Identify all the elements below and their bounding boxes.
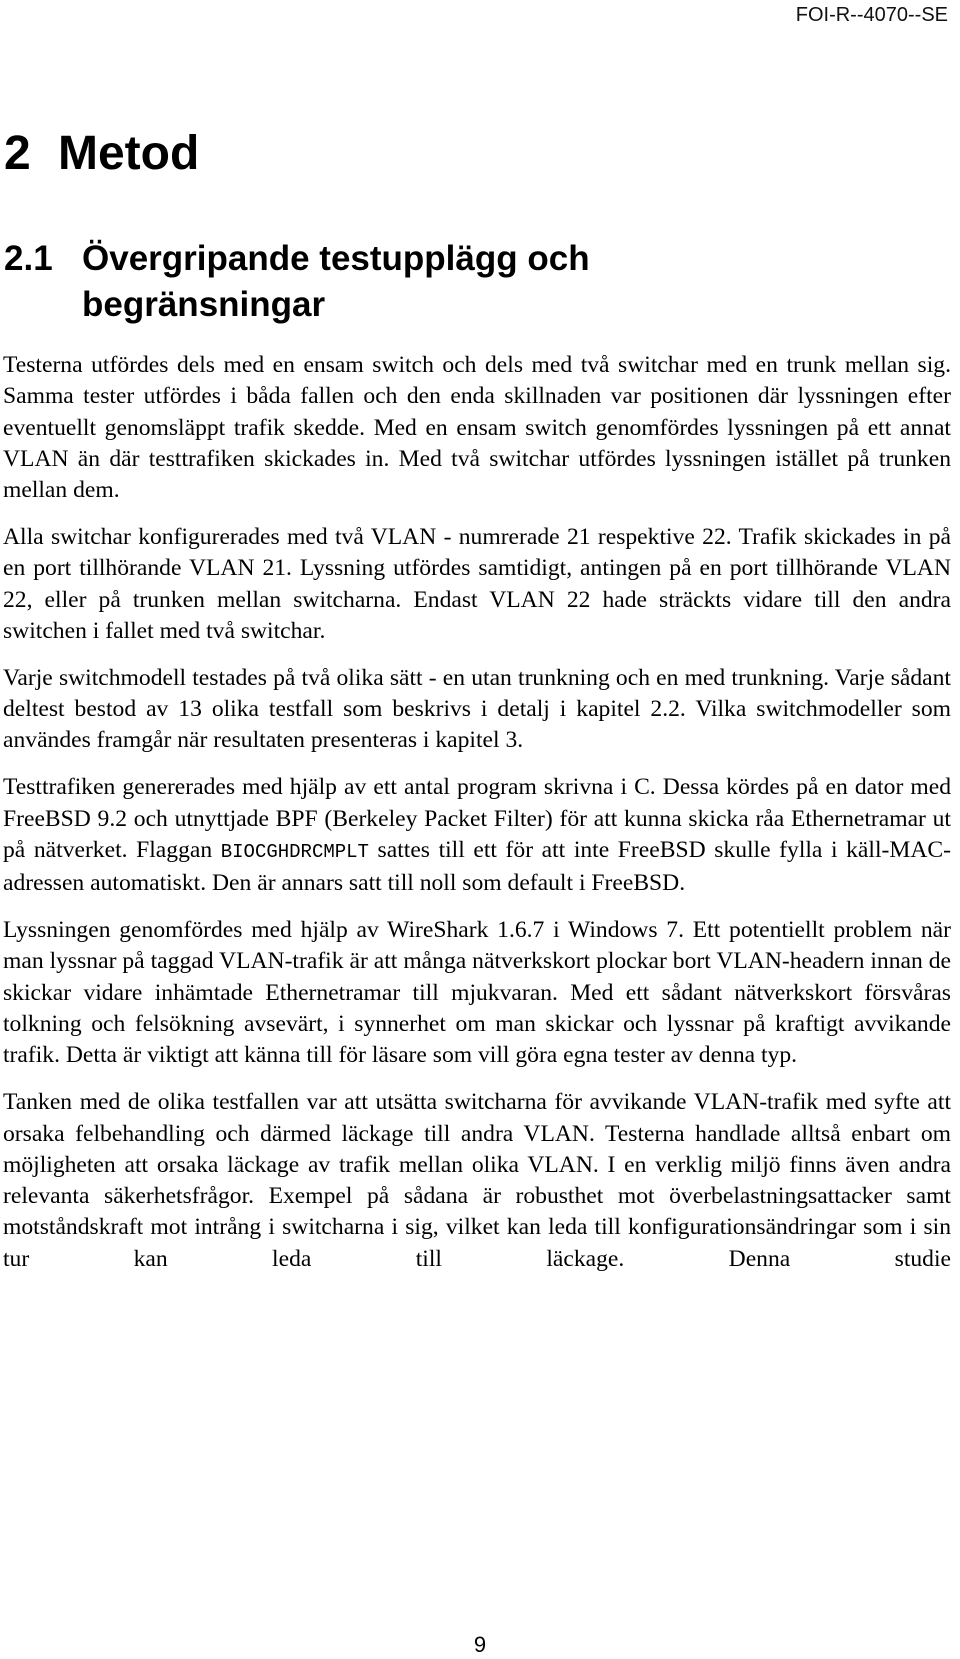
paragraph: Alla switchar konfigurerades med två VLAN - numrerade 21 respektive 22. Trafik skickades in på en port tillhörande VLAN 21. Lyssning utfördes samtidigt, antingen på en port tillhörande VLAN 22, eller på trunken mellan switcharna. Endast VLAN 22 hade sträckts vidare till den andra switchen i fallet med två switchar. — [3, 524, 951, 644]
section-heading — [4, 236, 702, 328]
section-number: 2.1 — [4, 239, 53, 278]
report-id: FOI-R--4070--SE — [795, 4, 948, 26]
paragraph-text: sattes till ett för att inte FreeBSD skulle fylla i käll-MAC-adressen automatiskt. Den är annars satt till noll som default i FreeBSD. — [3, 836, 951, 897]
paragraph: Testerna utfördes dels med en ensam switch och dels med två switchar med en trunk mellan sig. Samma tester utfördes i båda fallen och den enda skillnaden var positionen där lyssningen efter eventuellt genomsläppt trafik skedde. Med en ensam switch genomfördes lyssningen på ett annat VLAN än där testtrafiken skickades in. Med två switchar utfördes lyssningen istället på trunken mellan dem. — [3, 352, 951, 504]
code-flag: BIOCGHDRCMPLT — [220, 840, 369, 863]
chapter-title: Metod — [58, 127, 200, 180]
paragraph — [3, 772, 951, 899]
chapter-number: 2 — [4, 127, 31, 180]
section-title: Övergripande testupplägg och begränsningar — [82, 239, 590, 324]
paragraph: Lyssningen genomfördes med hjälp av WireShark 1.6.7 i Windows 7. Ett potentiellt problem när man lyssnar på taggad VLAN-trafik är att många nätverkskort plockar bort VLAN-headern innan de skickar vidare inhämtade Ethernetramar till mjukvaran. Med ett sådant nätverkskort försvåras tolkning och felsökning avsevärt, i synnerhet om man skickar och lyssnar på kraftigt avvikande trafik. Detta är viktigt att känna till för läsare som vill göra egna tester av denna typ. — [3, 917, 951, 1069]
paragraph: Tanken med de olika testfallen var att utsätta switcharna för avvikande VLAN-trafik med syfte att orsaka felbehandling och därmed läckage till andra VLAN. Testerna handlade alltså enbart om möjligheten att orsaka läckage av trafik mellan olika VLAN. I en verklig miljö finns även andra relevanta säkerhetsfrågor. Exempel på sådana är robusthet mot överbelastningsattacker samt motståndskraft mot intrång i switcharna i sig, vilket kan leda till konfigurationsändringar som i sin tur kan leda till läckage. Denna studie — [3, 1089, 951, 1272]
body-text — [3, 350, 951, 1275]
paragraph: Varje switchmodell testades på två olika sätt - en utan trunkning och en med trunkning. Varje sådant deltest bestod av 13 olika testfall som beskrivs i detalj i kapitel 2.2. Vilka switchmodeller som användes framgår när resultaten presenteras i kapitel 3. — [3, 664, 951, 754]
chapter-heading — [4, 126, 199, 182]
page-number: 9 — [473, 1632, 487, 1657]
paragraph-text: Testtrafiken genererades med hjälp av ett antal program skrivna i C. Dessa kördes på en dator med FreeBSD 9.2 och utnyttjade BPF (Berkeley Packet Filter) för att kunna skicka råa Ethernetramar ut på nätverket. Flaggan — [3, 774, 951, 863]
